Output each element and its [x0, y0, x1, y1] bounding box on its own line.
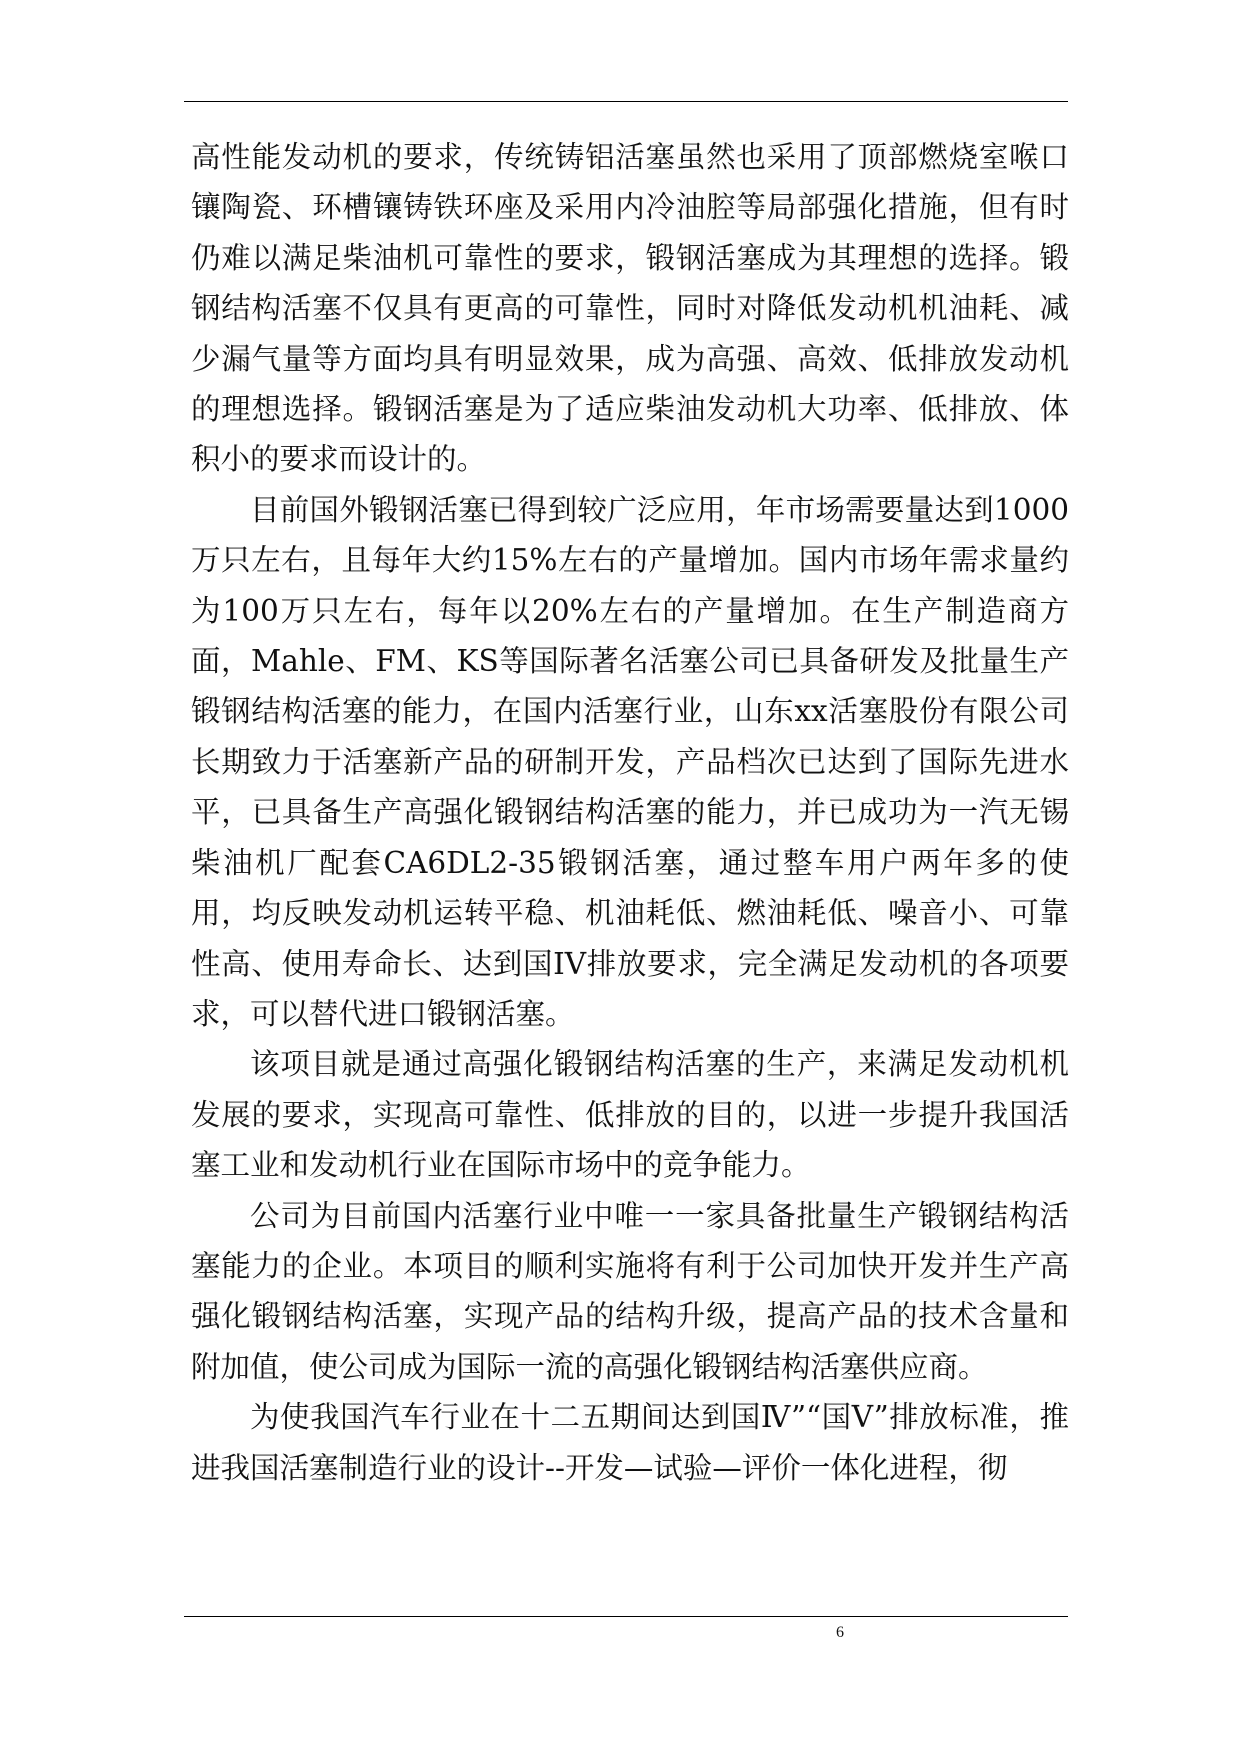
paragraph-3: 该项目就是通过高强化锻钢结构活塞的生产，来满足发动机机发展的要求，实现高可靠性、低排放的目的，以进一步提升我国活塞工业和发动机行业在国际市场中的竞争能力。	[191, 1047, 1069, 1183]
page-number: 6	[836, 1624, 844, 1641]
footer-rule	[184, 1616, 1068, 1617]
paragraph-2: 目前国外锻钢活塞已得到较广泛应用，年市场需要量达到1000万只左右，且每年大约15%左右的产量增加。国内市场年需求量约为100万只左右，每年以20%左右的产量增加。在生产制造商方面，Mahle、FM、KS等国际著名活塞公司已具备研发及批量生产锻钢结构活塞的能力，在国内活塞行业，山东xx活塞股份有限公司长期致力于活塞新产品的研制开发，产品档次已达到了国际先进水平，已具备生产高强化锻钢结构活塞的能力，并已成功为一汽无锡柴油机厂配套CA6DL2-35锻钢活塞，通过整车用户两年多的使用，均反映发动机运转平稳、机油耗低、燃油耗低、噪音小、可靠性高、使用寿命长、达到国IV排放要求，完全满足发动机的各项要求，可以替代进口锻钢活塞。	[191, 492, 1069, 1031]
paragraph-1: 高性能发动机的要求，传统铸铝活塞虽然也采用了顶部燃烧室喉口镶陶瓷、环槽镶铸铁环座及采用内冷油腔等局部强化措施，但有时仍难以满足柴油机可靠性的要求，锻钢活塞成为其理想的选择。锻钢结构活塞不仅具有更高的可靠性，同时对降低发动机机油耗、减少漏气量等方面均具有明显效果，成为高强、高效、低排放发动机的理想选择。锻钢活塞是为了适应柴油发动机大功率、低排放、体积小的要求而设计的。	[191, 140, 1069, 477]
paragraph-4: 公司为目前国内活塞行业中唯一一家具备批量生产锻钢结构活塞能力的企业。本项目的顺利实施将有利于公司加快开发并生产高强化锻钢结构活塞，实现产品的结构升级，提高产品的技术含量和附加值，使公司成为国际一流的高强化锻钢结构活塞供应商。	[191, 1198, 1069, 1384]
header-rule	[184, 101, 1068, 102]
paragraph-5: 为使我国汽车行业在十二五期间达到国Ⅳ”“国Ⅴ”排放标准，推进我国活塞制造行业的设计--开发—试验—评价一体化进程，彻	[191, 1400, 1069, 1485]
body-text	[191, 132, 1069, 1493]
